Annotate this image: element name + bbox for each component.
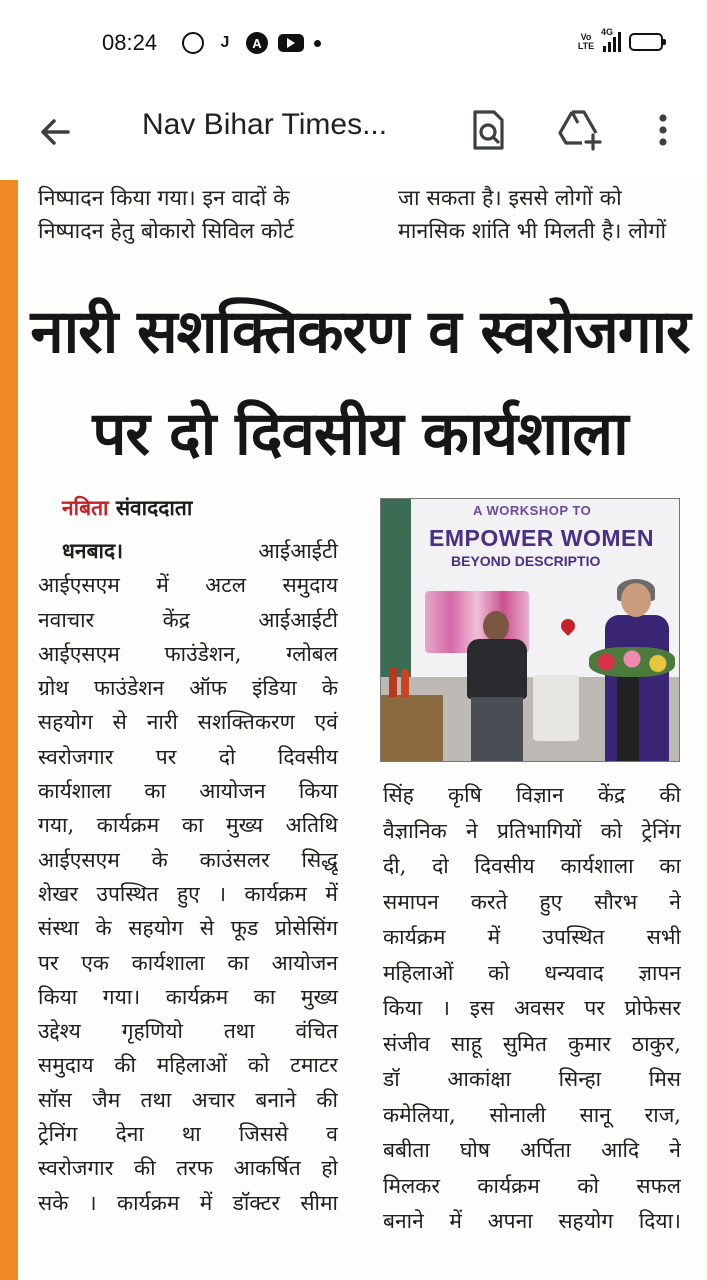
article-word: वैज्ञानिक	[383, 818, 447, 843]
article-word: कार्यशाला	[38, 779, 112, 804]
google-lens-button[interactable]	[466, 106, 510, 154]
empty-chair	[533, 675, 579, 741]
article-word: ट्रेनिंग	[38, 1122, 78, 1147]
article-word: सॉस	[38, 1087, 72, 1112]
article-word: आकांक्षा	[447, 1067, 511, 1091]
seated-man-head	[483, 611, 509, 641]
article-word: कार्यक्रम	[244, 881, 307, 906]
article-word: को	[247, 1053, 270, 1078]
article-text-line	[38, 774, 338, 808]
article-word: से	[112, 710, 127, 735]
article-word: दिवसीय	[277, 744, 338, 769]
article-word: कार्यक्रम	[116, 1190, 180, 1215]
article-word: जैम	[92, 1087, 121, 1112]
article-word: हुए	[176, 881, 200, 906]
article-word: में	[156, 573, 169, 598]
network-type: 4G	[601, 27, 614, 37]
article-word: का	[144, 779, 166, 804]
article-word: ने	[669, 1138, 681, 1162]
article-word: घोष	[459, 1138, 490, 1162]
article-word: मुख्य	[300, 984, 338, 1009]
article-word: सुमित	[502, 1031, 548, 1056]
article-word: ठाकुर,	[631, 1031, 681, 1056]
article-word: समापन	[383, 889, 439, 914]
article-word: ग्रोथ	[38, 676, 69, 701]
article-word: बनाने	[255, 1087, 297, 1112]
article-word: को	[600, 818, 623, 843]
article-word: उपस्थित	[542, 925, 605, 949]
article-word: कार्यक्रम	[477, 1173, 540, 1198]
bottle	[389, 667, 397, 697]
article-word: कार्यशाला	[131, 950, 205, 975]
article-word: कृषि	[448, 783, 482, 807]
article-word: की	[133, 1156, 156, 1181]
status-time: 08:24	[102, 30, 158, 55]
article-word: डॉक्टर	[232, 1190, 280, 1215]
article-text-line	[38, 843, 338, 877]
article-word: मुख्य	[226, 813, 264, 838]
article-text-line	[38, 534, 338, 568]
banner-text-3: BEYOND DESCRIPTIO	[451, 553, 601, 569]
article-word: उपस्थित	[96, 881, 159, 906]
article-text-line	[383, 778, 681, 814]
article-word: दी,	[383, 854, 407, 878]
a-circle-icon: A	[246, 32, 268, 54]
article-word: काउंसलर	[199, 847, 270, 872]
article-word: समुदाय	[38, 1053, 94, 1078]
article-text-line	[38, 1151, 338, 1185]
article-word: आईएसएम	[38, 847, 120, 872]
article-word: अटल	[205, 573, 247, 598]
article-word: बबीता	[383, 1138, 430, 1162]
article-word: आदि	[601, 1138, 640, 1162]
article-word: तरफ	[176, 1156, 213, 1181]
article-word: सशक्तिकरण	[197, 710, 295, 735]
dot-icon	[314, 40, 321, 47]
article-word: उद्देश्य	[38, 1019, 81, 1044]
article-word: विज्ञान	[515, 783, 564, 807]
more-vert-icon	[648, 106, 678, 154]
article-word: सफल	[636, 1173, 681, 1198]
article-word: हुए	[539, 889, 563, 914]
article-word: देना	[115, 1122, 144, 1147]
article-word: प्रतिभागियों	[496, 818, 582, 843]
article-text-line	[38, 808, 338, 842]
article-word: सहयोग	[558, 1209, 614, 1233]
article-word: मिलकर	[383, 1173, 440, 1198]
youtube-icon	[278, 34, 304, 52]
add-to-drive-button[interactable]	[556, 106, 606, 154]
article-word: में	[487, 925, 501, 949]
article-word: डॉ	[383, 1067, 400, 1091]
article-word: नवाचार	[38, 607, 95, 632]
article-word: दो	[432, 854, 449, 878]
headline-line-2: पर दो दिवसीय कार्यशाला	[92, 399, 628, 469]
article-text-line	[38, 946, 338, 980]
article-word: अपना	[487, 1209, 533, 1233]
article-word: था	[181, 1122, 201, 1147]
article-word: धन्यवाद	[544, 960, 604, 985]
signal-4g-icon	[601, 27, 621, 52]
back-arrow-icon	[34, 110, 78, 154]
flower-bouquet	[589, 647, 675, 677]
article-word: की	[114, 1053, 136, 1078]
article-word: के	[151, 847, 168, 872]
article-word: दो	[218, 744, 236, 769]
article-word: कमेलिया,	[383, 1102, 456, 1127]
article-text-line	[383, 1204, 681, 1240]
article-word: सानू	[579, 1102, 611, 1127]
article-image[interactable]	[0, 180, 707, 1280]
article-word: आईआईटी	[258, 607, 338, 632]
article-text-line	[38, 1117, 338, 1151]
article-word: कार्यशाला	[560, 854, 634, 878]
article-text-line	[383, 849, 681, 885]
article-word: कार्यक्रम	[383, 925, 446, 949]
article-word: सहयोग	[128, 916, 184, 941]
article-word: धनबाद।	[62, 538, 124, 563]
article-word: दिवसीय	[474, 854, 535, 878]
article-word: सौरभ	[594, 889, 638, 914]
article-word: कुमार	[568, 1031, 611, 1056]
article-word: बनाने	[383, 1209, 424, 1233]
back-button[interactable]	[34, 110, 78, 154]
byline-name: नबिता	[62, 496, 109, 520]
article-word: में	[325, 881, 338, 906]
article-word: सभी	[646, 925, 681, 949]
side-table	[381, 695, 443, 762]
article-word: अतिथि	[285, 813, 338, 838]
article-word: के	[321, 676, 338, 701]
article-word: को	[577, 1173, 599, 1198]
article-word: वंचित	[295, 1019, 338, 1044]
article-word: राज,	[644, 1102, 681, 1127]
whatsapp-icon	[182, 32, 204, 54]
add-to-drive-icon	[556, 106, 606, 154]
article-text-line	[38, 911, 338, 945]
article-word: हो	[321, 1156, 338, 1181]
article-word: अवसर	[514, 996, 565, 1020]
article-word: का	[227, 950, 249, 975]
article-word: का	[659, 854, 681, 878]
article-word: करते	[470, 889, 508, 914]
article-word: तथा	[140, 1087, 172, 1112]
article-word: प्रोफेसर	[624, 996, 681, 1020]
article-word: फाउंडेशन	[93, 676, 165, 701]
article-word: ग्लोबल	[286, 641, 338, 666]
system-icons	[577, 27, 663, 52]
article-text-line	[38, 603, 338, 637]
article-word: की	[659, 783, 681, 807]
article-word: ।	[218, 881, 227, 906]
article-right-column	[383, 778, 681, 1240]
article-word: इस	[469, 996, 495, 1020]
article-word: फाउंडेशन,	[164, 641, 242, 666]
article-word: पर	[155, 744, 177, 769]
article-word: महिलाओं	[383, 960, 454, 985]
article-word: गृहणियो	[121, 1019, 183, 1044]
previous-article-line: मानसिक शांति भी मिलती है। लोगों	[398, 219, 667, 244]
article-word: सोनाली	[489, 1102, 546, 1127]
status-bar	[0, 0, 707, 88]
seated-man-body	[467, 639, 527, 699]
article-word: इंडिया	[252, 676, 297, 701]
byline	[62, 494, 192, 522]
article-word: एवं	[314, 710, 338, 735]
volte-icon: Vo LTE	[577, 32, 595, 51]
article-text-line	[383, 1133, 681, 1169]
article-text-line	[383, 920, 681, 956]
article-text-line	[38, 740, 338, 774]
article-word: संजीव	[383, 1031, 430, 1056]
banner-text-1: A WORKSHOP TO	[473, 503, 592, 518]
article-word: अर्पिता	[520, 1138, 571, 1162]
article-word: में	[449, 1209, 462, 1233]
article-text-line	[383, 1169, 681, 1205]
article-word: स्वरोजगार	[38, 744, 114, 769]
article-word: कार्यक्रम	[165, 984, 229, 1009]
article-word: आयोजन	[199, 779, 266, 804]
article-word: संस्था	[38, 916, 79, 941]
article-text-line	[383, 885, 681, 921]
article-word: टमाटर	[290, 1053, 338, 1078]
article-word: किया	[38, 984, 78, 1009]
article-word: साहू	[450, 1031, 482, 1056]
article-word: सिद्धू	[301, 847, 338, 872]
article-word: केंद्र	[597, 783, 626, 807]
article-text-line	[383, 814, 681, 850]
article-word: एक	[81, 950, 109, 975]
article-text-line	[38, 637, 338, 671]
article-word: फूड	[230, 916, 259, 941]
article-word: समुदाय	[282, 573, 338, 598]
article-word: सीमा	[300, 1190, 338, 1215]
article-word: ऑफ	[189, 676, 227, 701]
article-word: ।	[88, 1190, 97, 1215]
previous-article-right	[398, 182, 707, 248]
article-word: गया,	[38, 813, 75, 838]
article-text-line	[38, 877, 338, 911]
previous-article-line: निष्पादन हेतु बोकारो सिविल कोर्ट	[38, 219, 294, 244]
article-word: नारी	[146, 710, 178, 735]
previous-article-left	[38, 182, 368, 248]
article-word: तथा	[223, 1019, 255, 1044]
article-word: की	[316, 1087, 338, 1112]
article-word: ने	[466, 818, 478, 843]
workshop-photo	[380, 498, 680, 762]
battery-icon	[629, 33, 663, 51]
article-text-line	[383, 956, 681, 992]
article-word: ट्रेनिंग	[641, 818, 681, 843]
app-bar	[0, 88, 707, 180]
previous-article-line: जा सकता है। इससे लोगों को	[398, 186, 622, 211]
notification-icons	[182, 32, 321, 54]
article-text-line	[38, 705, 338, 739]
article-word: सहयोग	[38, 710, 93, 735]
seated-man-legs	[471, 697, 523, 762]
article-word: प्रोसेसिंग	[274, 916, 338, 941]
article-word: सिंह	[383, 783, 414, 807]
page-edge-strip	[0, 180, 18, 1280]
banner-text-2: EMPOWER WOMEN	[429, 525, 654, 551]
article-text-line	[383, 991, 681, 1027]
article-word: किया	[298, 779, 338, 804]
article-word: सके	[38, 1190, 69, 1215]
speaker-head	[621, 583, 651, 617]
article-word: स्वरोजगार	[38, 1156, 114, 1181]
article-word: आयोजन	[271, 950, 338, 975]
article-word: के	[95, 916, 112, 941]
article-word: का	[253, 984, 276, 1009]
article-word: आईएसएम	[38, 573, 120, 598]
previous-article-line: निष्पादन किया गया। इन वादों के	[38, 186, 290, 211]
article-word: मिस	[648, 1067, 681, 1091]
article-word: पर	[584, 996, 605, 1020]
article-word: ।	[441, 996, 450, 1020]
bottle	[401, 669, 409, 697]
article-word: शेखर	[38, 881, 79, 906]
article-word: आईएसएम	[38, 641, 120, 666]
article-word: आईआईटी	[258, 539, 338, 563]
byline-role: संवाददाता	[115, 496, 193, 520]
article-word: पर	[38, 950, 59, 975]
article-text-line	[383, 1062, 681, 1098]
article-word: व	[326, 1122, 338, 1147]
article-left-column	[38, 534, 338, 1220]
article-word: से	[199, 916, 215, 941]
article-word: को	[487, 960, 510, 985]
app-title: Nav Bihar Times...	[142, 108, 388, 141]
article-text-line	[38, 1186, 338, 1220]
article-text-line	[38, 980, 338, 1014]
article-word: गया।	[102, 984, 141, 1009]
more-options-button[interactable]	[648, 106, 678, 154]
headline-line-1: नारी सशक्तिकरण व स्वरोजगार	[30, 297, 690, 367]
podium	[617, 669, 639, 762]
article-word: ज्ञापन	[638, 960, 681, 985]
article-word: जिससे	[238, 1122, 289, 1147]
article-text-line	[38, 671, 338, 705]
article-word: दिया।	[638, 1209, 681, 1233]
article-word: किया	[383, 996, 423, 1020]
green-board	[381, 499, 411, 677]
article-text-line	[38, 1014, 338, 1048]
article-text-line	[38, 1048, 338, 1082]
article-word: कार्यक्रम	[96, 813, 160, 838]
article-word: का	[181, 813, 204, 838]
article-word: सिन्हा	[558, 1067, 602, 1091]
article-word: आकर्षित	[233, 1156, 301, 1181]
article-word: केंद्र	[162, 607, 190, 632]
article-text-line	[38, 568, 338, 602]
article-word: में	[199, 1190, 213, 1215]
article-text-line	[38, 1083, 338, 1117]
article-text-line	[383, 1098, 681, 1134]
j-letter-icon: J	[220, 34, 230, 51]
article-word: ने	[669, 889, 681, 914]
article-word: अचार	[191, 1087, 236, 1112]
article-word: महिलाओं	[156, 1053, 228, 1078]
google-lens-icon	[466, 106, 510, 154]
location-pin-icon	[558, 616, 578, 636]
article-text-line	[383, 1027, 681, 1063]
